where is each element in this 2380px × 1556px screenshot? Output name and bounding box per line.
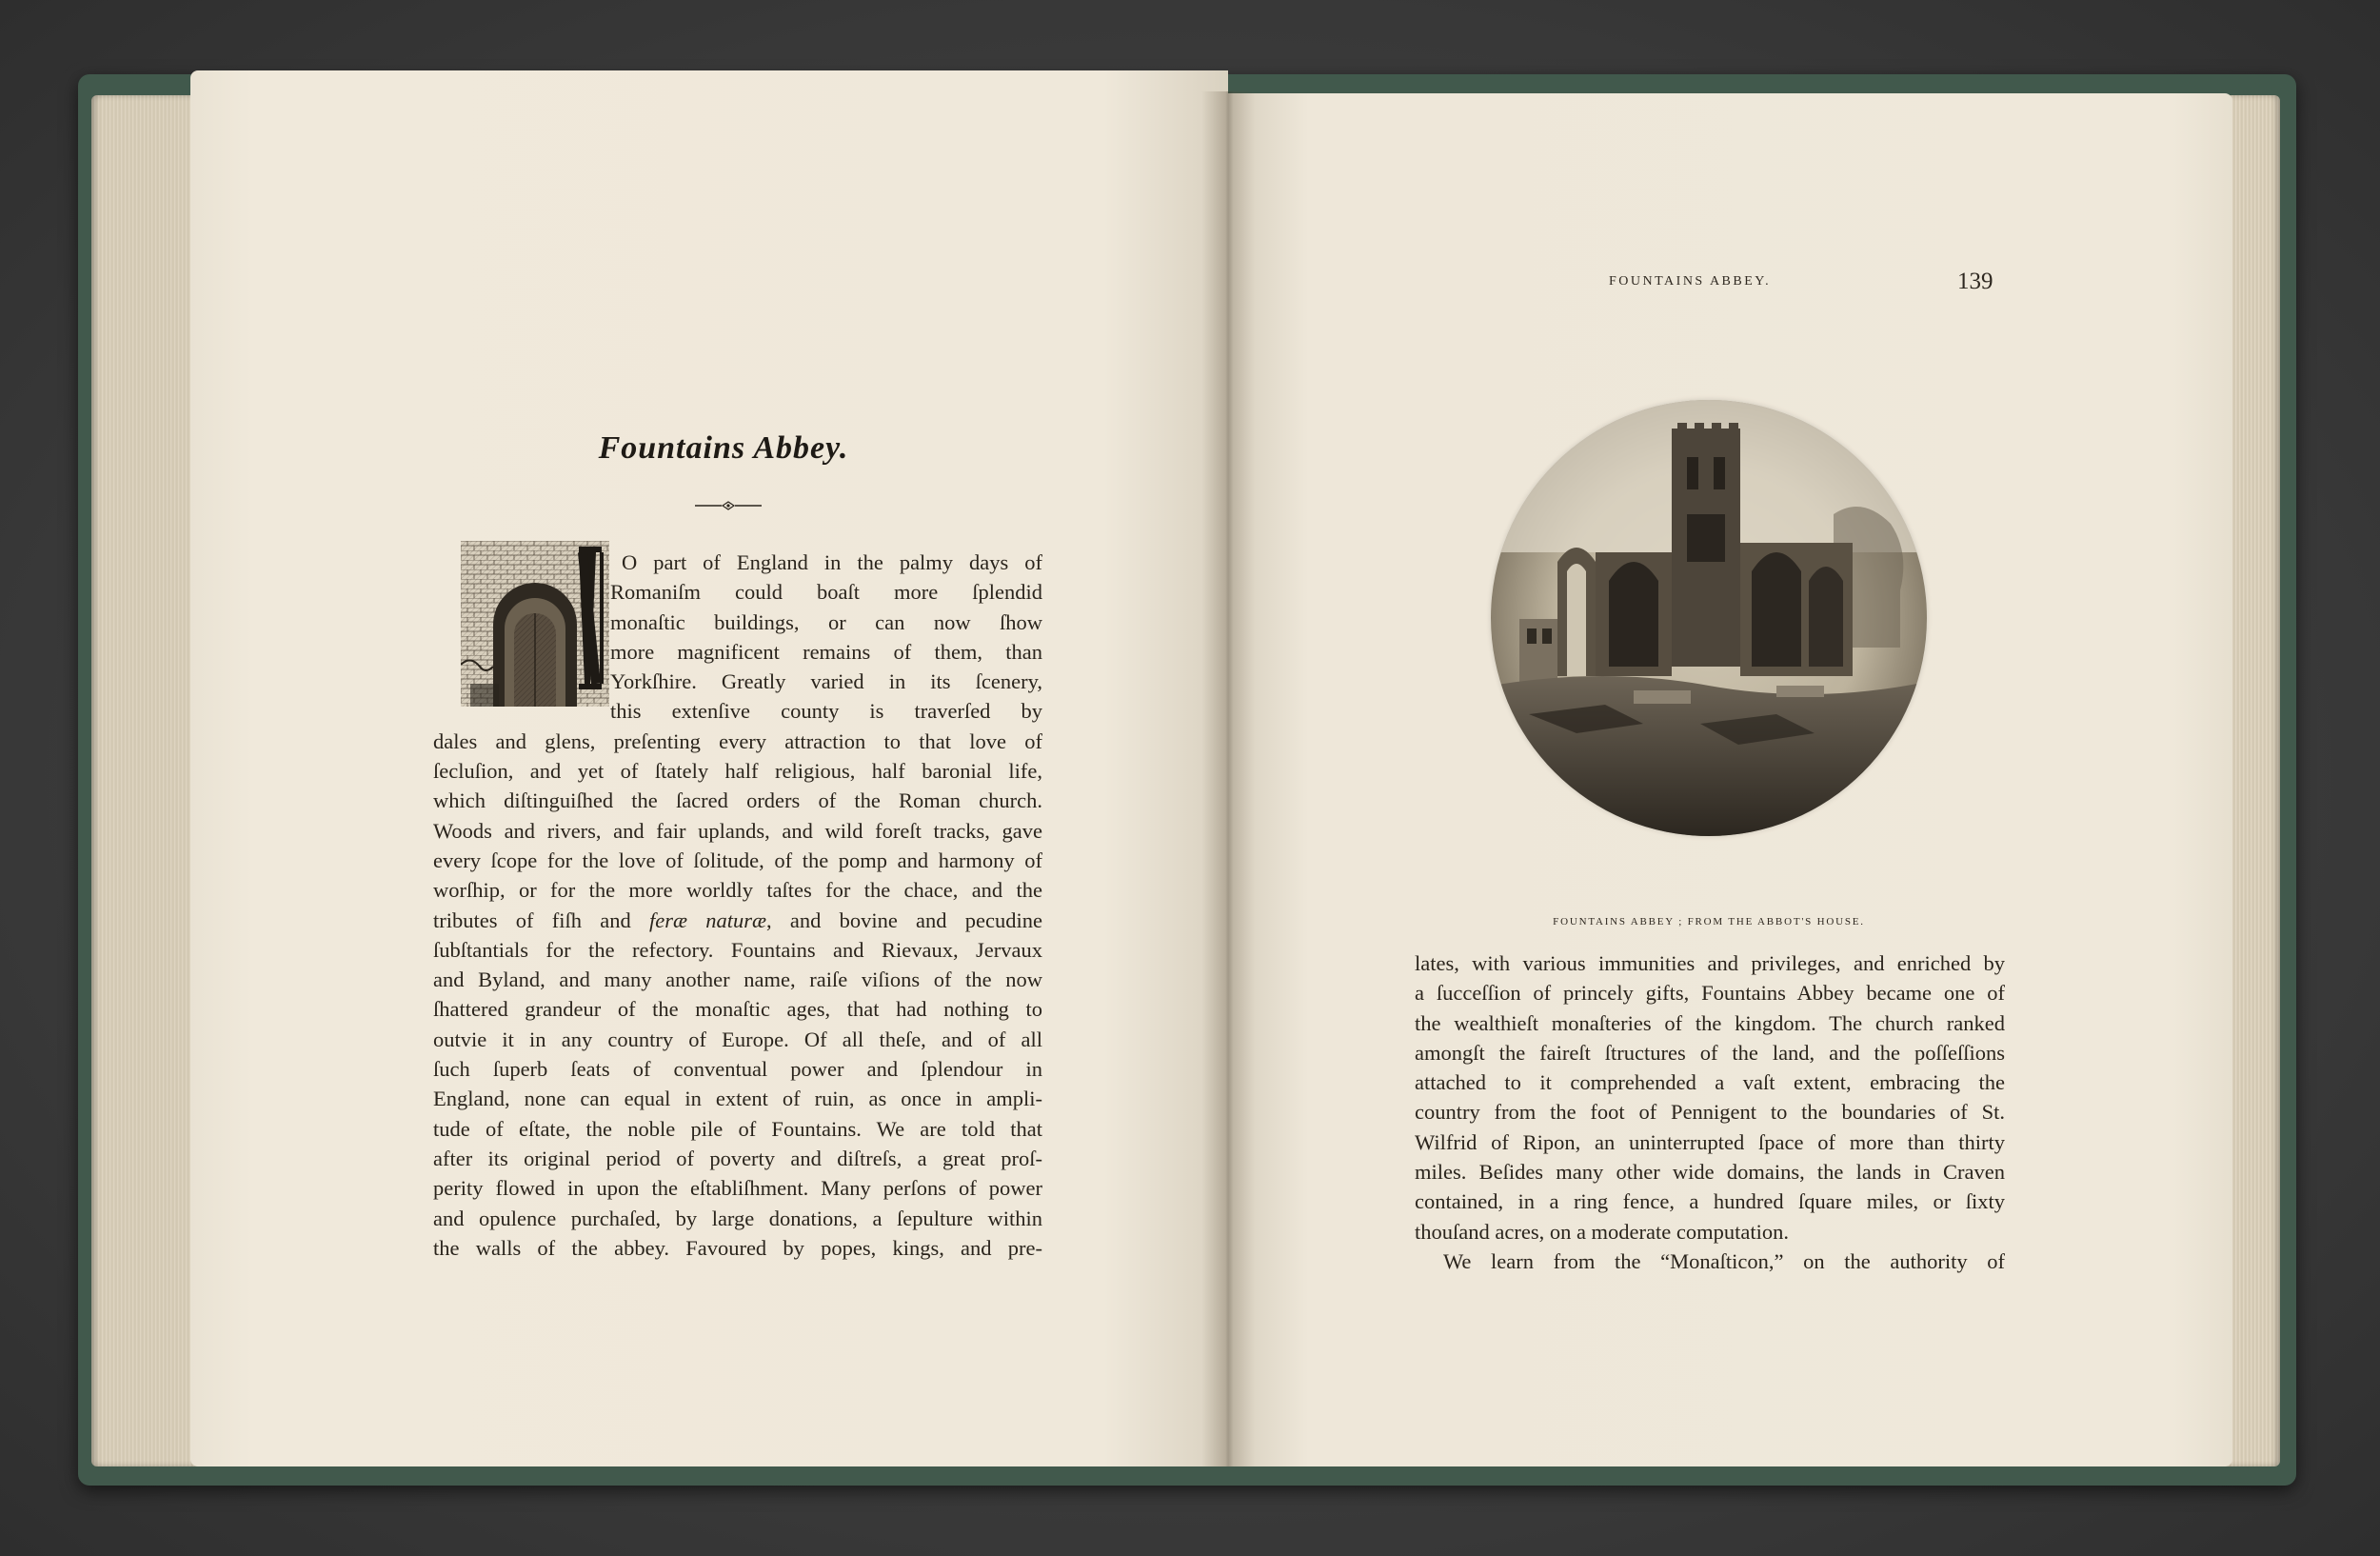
left-page-body [433,548,1042,1263]
text-line: dales and glens, preſenting every attraction to that love of [433,728,1042,753]
text-line: Yorkſhire. Greatly varied in its ſcenery, [610,669,1042,694]
text-line: thouſand acres, on a moderate computation. [1415,1219,1789,1244]
text-line: outvie it in any country of Europe. Of all theſe, and of all [433,1027,1042,1051]
text-line: lates, with various immunities and privileges, and enriched by [1415,951,2005,975]
text-line: miles. Beſides many other wide domains, the lands in Craven [1415,1160,2005,1185]
text-line: amongſt the faireſt ſtructures of the land, and the poſſeſſions [1415,1040,2005,1065]
text-line: monaſtic buildings, or can now ſhow [610,609,1042,634]
text-line: ſhattered grandeur of the monaſtic ages, that had nothing to [433,997,1042,1022]
text-line: this extenſive county is traverſed by [610,699,1042,724]
right-page-body [1415,948,2005,1276]
text-line: which diſtinguiſhed the ſacred orders of the Roman church. [433,788,1042,813]
text-line: and Byland, and many another name, raiſe viſions of the now [433,968,1042,992]
text-line: Wilfrid of Ripon, an uninterrupted ſpace of more than thirty [1415,1129,2005,1154]
abbey-ruin-photograph [1491,400,1927,836]
text-line: more magnificent remains of them, than [610,639,1042,664]
photo-caption: FOUNTAINS ABBEY ; FROM THE ABBOT'S HOUSE. [1553,916,1865,928]
text-line: attached to it comprehended a vaſt extent, embracing the [1415,1070,2005,1095]
text-segment: tributes of fiſh and [433,908,649,932]
book-gutter [1201,91,1255,1466]
text-line: contained, in a ring fence, a hundred ſquare miles, or ſixty [1415,1189,2005,1214]
text-line: ſubſtantials for the refectory. Fountains and Rievaux, Jervaux [433,937,1042,962]
text-line: the walls of the abbey. Favoured by popes, kings, and pre- [433,1235,1042,1260]
text-line: country from the foot of Pennigent to the boundaries of St. [1415,1100,2005,1125]
running-head: FOUNTAINS ABBEY. [1609,274,1772,289]
text-line: ſecluſion, and yet of ſtately half religious, half baronial life, [433,759,1042,784]
text-line: Woods and rivers, and fair uplands, and wild foreſt tracks, gave [433,818,1042,843]
text-line: the wealthieſt monaſteries of the kingdom. The church ranked [1415,1010,2005,1035]
text-segment: , and bovine and pecudine [765,908,1042,932]
text-line: Romaniſm could boaſt more ſplendid [610,580,1042,605]
chapter-title: Fountains Abbey. [598,430,849,466]
text-line: tude of eſtate, the noble pile of Fountains. We are told that [433,1116,1042,1141]
text-line: a ſucceſſion of princely gifts, Fountains Abbey became one of [1415,981,2005,1006]
text-line: We learn from the “Monaſticon,” on the authority of [1443,1248,2005,1273]
text-line: England, none can equal in extent of ruin, as once in ampli- [433,1087,1042,1111]
text-line: worſhip, or for the more worldly taſtes for the chace, and the [433,878,1042,903]
text-line-with-italic [433,906,1042,935]
text-line: after its original period of poverty and diſtreſs, a great proſ- [433,1146,1042,1170]
text-line: ſuch ſuperb ſeats of conventual power and ſplendour in [433,1057,1042,1082]
text-line: O part of England in the palmy days of [622,550,1042,574]
italic-phrase: feræ naturæ [648,908,766,932]
page-number: 139 [1957,269,1993,294]
text-line: perity flowed in upon the eſtabliſhment. Many perſons of power [433,1176,1042,1201]
text-line: every ſcope for the love of ſolitude, of the pomp and harmony of [433,848,1042,872]
ornament-rule [695,499,762,512]
text-line: and opulence purchaſed, by large donations, a ſepulture within [433,1206,1042,1230]
